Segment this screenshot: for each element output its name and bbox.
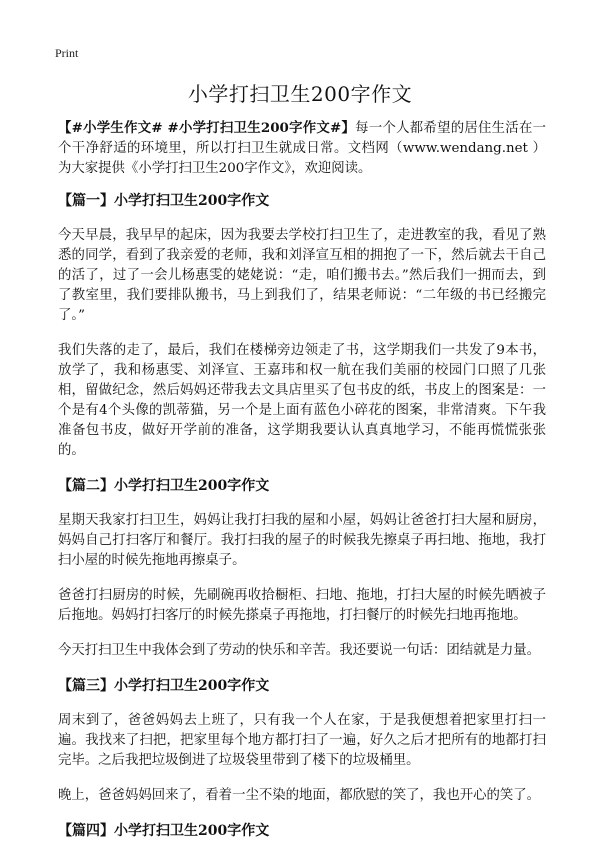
document-body bbox=[58, 118, 546, 856]
page-title: 小学打扫卫生200字作文 bbox=[187, 82, 413, 106]
intro-text: 每一个人都希望的居住生活在一个干净舒适的环境里，所以打扫卫生就成日常。文档网（www.wendang.net ）为大家提供《小学打扫卫生200字作文》，欢迎阅读。 bbox=[58, 121, 546, 176]
intro-tags: 【#小学生作文# #小学打扫卫生200字作文#】 bbox=[58, 120, 356, 136]
section-heading-3: 【篇三】小学打扫卫生200字作文 bbox=[58, 678, 270, 694]
section-3-paragraph-1: 周末到了，爸爸妈妈去上班了，只有我一个人在家，于是我便想着把家里打扫一遍。我找来了扫把，把家里每个地方都打扫了一遍，好久之后才把所有的地都打扫完毕。之后我把垃圾倒进了垃圾袋里带到了楼下的垃圾桶里。 bbox=[58, 713, 546, 768]
section-heading-1: 【篇一】小学打扫卫生200字作文 bbox=[58, 193, 270, 209]
section-2-paragraph-2: 爸爸打扫厨房的时候，先刷碗再收拾橱柜、扫地、拖地，打扫大屋的时候先晒被子后拖地。妈妈打扫客厅的时候先搽桌子再拖地，打扫餐厅的时候先扫地再拖地。 bbox=[58, 588, 546, 623]
intro-paragraph bbox=[58, 118, 546, 179]
section-heading-4: 【篇四】小学打扫卫生200字作文 bbox=[58, 823, 270, 839]
section-3-paragraph-2: 晚上，爸爸妈妈回来了，看着一尘不染的地面，都欣慰的笑了，我也开心的笑了。 bbox=[58, 788, 541, 803]
section-2-paragraph-1: 星期天我家打扫卫生，妈妈让我打扫我的屋和小屋，妈妈让爸爸打扫大屋和厨房，妈妈自己打扫客厅和餐厅。我打扫我的屋子的时候我先擦桌子再扫地、拖地，我打扫小屋的时候先拖地再擦桌子。 bbox=[58, 513, 546, 568]
section-1-paragraph-2: 我们失落的走了，最后，我们在楼梯旁边领走了书，这学期我们一共发了9本书，放学了，我和杨惠雯、刘泽宣、王嘉玮和权一航在我们美丽的校园门口照了几张相，留做纪念，然后妈妈还带我去文具店里买了包书皮的纸，书皮上的图案是：一个是有4个头像的凯蒂猫，另一个是上面有蓝色小碎花的图案，非常清爽。下午我准备包书皮，做好开学前的准备，这学期我要认认真真地学习，不能再慌慌张张的。 bbox=[58, 343, 546, 458]
section-1-paragraph-1: 今天早晨，我早早的起床，因为我要去学校打扫卫生了，走进教室的我，看见了熟悉的同学，看到了我亲爱的老师，我和刘泽宣互相的拥抱了一下，然后就去干自己的活了，过了一会儿杨惠雯的姥姥说：“走，咱们搬书去。”然后我们一拥而去，到了教室里，我们要排队搬书，马上到我们了，结果老师说：“二年级的书已经搬完了。” bbox=[58, 228, 546, 323]
print-label: Print bbox=[55, 46, 79, 60]
section-2-paragraph-3: 今天打扫卫生中我体会到了劳动的快乐和辛苦。我还要说一句话：团结就是力量。 bbox=[58, 643, 541, 658]
section-heading-2: 【篇二】小学打扫卫生200字作文 bbox=[58, 478, 270, 494]
